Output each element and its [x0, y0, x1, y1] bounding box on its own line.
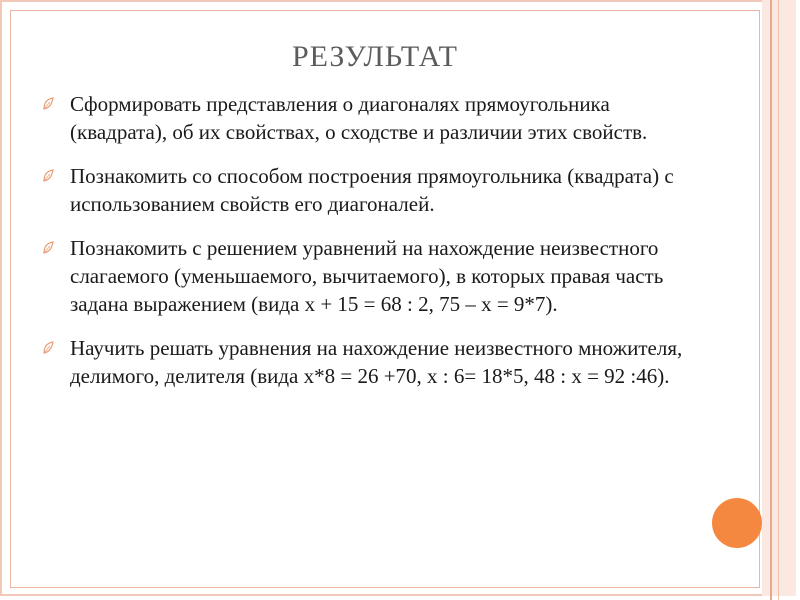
bullet-item — [40, 334, 690, 390]
bullet-text: Познакомить с решением уравнений на нахождение неизвестного слагаемого (уменьшаемого, вычитаемого), в которых правая часть задана выражением (вида х + 15 = 68 : 2, 75 – х = 9*7). — [70, 236, 664, 316]
bullet-text: Познакомить со способом построения прямоугольника (квадрата) с использованием свойств его диагоналей. — [70, 164, 674, 216]
orange-accent-circle — [712, 498, 762, 548]
leaf-bullet-icon — [40, 168, 56, 184]
right-decorative-line — [770, 0, 772, 600]
right-decorative-line-thin — [778, 0, 779, 600]
bullet-item — [40, 90, 690, 146]
bullet-text: Сформировать представления о диагоналях прямоугольника (квадрата), об их свойствах, о сходстве и различии этих свойств. — [70, 92, 648, 144]
bullet-text: Научить решать уравнения на нахождение неизвестного множителя, делимого, делителя (вида х*8 = 26 +70, х : 6= 18*5, 48 : х = 92 :46). — [70, 336, 683, 388]
right-decorative-strip — [762, 0, 796, 596]
bullet-item — [40, 162, 690, 218]
bullet-item — [40, 234, 690, 318]
leaf-bullet-icon — [40, 96, 56, 112]
leaf-bullet-icon — [40, 240, 56, 256]
slide-title: РЕЗУЛЬТАТ — [291, 40, 459, 73]
leaf-bullet-icon — [40, 340, 56, 356]
bullet-list — [40, 90, 690, 406]
